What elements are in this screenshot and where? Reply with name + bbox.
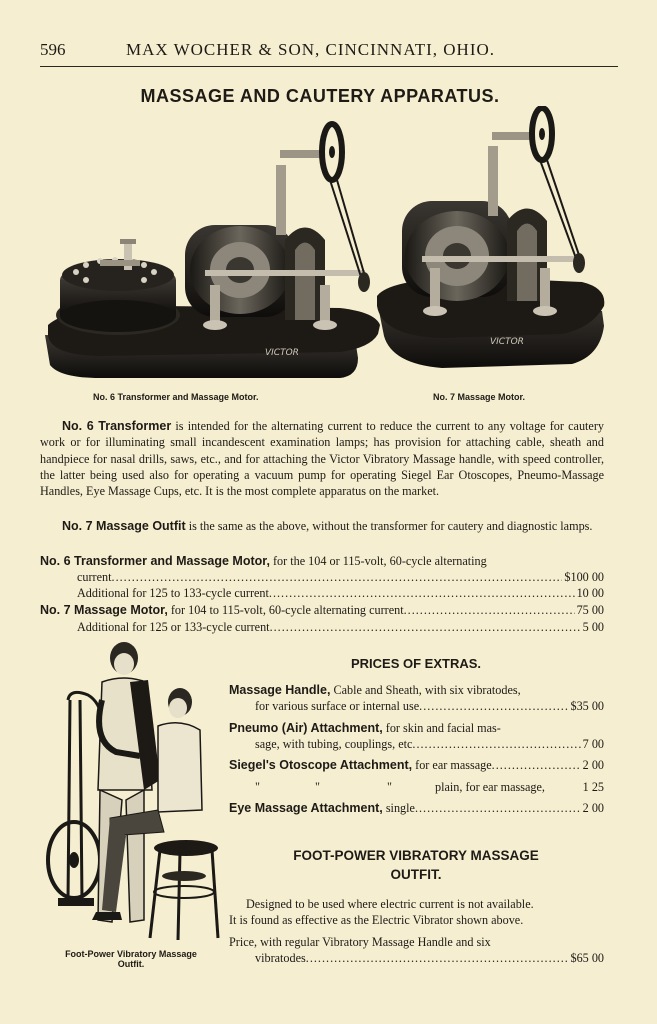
- no7-price-row: [40, 603, 604, 618]
- extras-pneumo-lead: Pneumo (Air) Attachment,: [229, 721, 383, 735]
- extras-handle-row: [255, 699, 604, 714]
- paragraph-no7-text: is the same as the above, without the transformer for cautery and diagnostic lamps.: [185, 519, 593, 533]
- extras-siegel-row: [229, 758, 604, 773]
- right-brand-label: VICTOR: [490, 337, 524, 347]
- extras-handle-price: $35 00: [570, 699, 604, 713]
- running-header: [40, 40, 618, 67]
- company-header: MAX WOCHER & SON, CINCINNATI, OHIO.: [126, 40, 496, 59]
- foot-power-massage-illustration: [40, 640, 220, 945]
- extras-eye-price: 2 00: [582, 801, 604, 815]
- extras-plain-price: 1 25: [582, 780, 604, 794]
- footpower-heading-line2: OUTFIT.: [390, 867, 442, 882]
- paragraph-no7-description: [40, 518, 604, 534]
- no6-additional-row: [77, 586, 604, 601]
- extras-heading: PRICES OF EXTRAS.: [350, 656, 482, 671]
- right-image-caption: No. 7 Massage Motor.: [433, 392, 526, 402]
- no6-price-row: [77, 570, 604, 585]
- no6-additional-amount: 10 00: [576, 586, 604, 600]
- no7-price-amount: 75 00: [576, 603, 604, 617]
- footpower-heading-line1: FOOT-POWER VIBRATORY MASSAGE: [293, 848, 539, 863]
- extras-eye-row: [229, 801, 604, 816]
- extras-pneumo-row: [255, 737, 604, 752]
- left-image-caption: No. 6 Transformer and Massage Motor.: [93, 392, 259, 402]
- extras-handle-cont: for various surface or internal use: [255, 699, 420, 713]
- footpower-caption-line2: Outfit.: [117, 959, 145, 969]
- no7-price-text: for 104 to 115-volt, 60-cycle alternating current: [167, 603, 404, 617]
- extras-plain-row: [229, 780, 604, 796]
- no6-price-lead: No. 6 Transformer and Massage Motor,: [40, 554, 270, 568]
- extras-pneumo-price: 7 00: [582, 737, 604, 751]
- no6-price-text: for the 104 or 115-volt, 60-cycle alternating: [269, 554, 487, 568]
- paragraph-no7-lead: No. 7 Massage Outfit: [62, 519, 186, 533]
- left-brand-label: VICTOR: [265, 348, 299, 358]
- extras-pneumo-cont: sage, with tubing, couplings, etc: [255, 737, 413, 751]
- footpower-price-row: [255, 951, 604, 966]
- footpower-desc-line2: It is found as effective as the Electric Vibrator shown above.: [229, 913, 524, 927]
- no6-price-heading: [40, 554, 487, 569]
- paragraph-no6-description: [40, 418, 604, 499]
- no6-transformer-motor-illustration: [40, 120, 385, 382]
- extras-handle-lead: Massage Handle,: [229, 683, 331, 697]
- footpower-price-cont: vibratodes: [255, 951, 306, 965]
- extras-pneumo-heading: [229, 721, 501, 736]
- footpower-desc-line1: Designed to be used where electric current is not available.: [246, 897, 534, 911]
- extras-siegel-text: for ear massage: [412, 758, 492, 772]
- extras-eye-text: single: [382, 801, 415, 815]
- extras-handle-heading: [229, 683, 521, 698]
- no7-price-lead: No. 7 Massage Motor,: [40, 603, 168, 617]
- extras-handle-text: Cable and Sheath, with six vibratodes,: [330, 683, 521, 697]
- no7-additional-label: Additional for 125 or 133-cycle current: [77, 620, 270, 634]
- extras-plain-text: plain, for ear massage,: [435, 780, 545, 794]
- ditto-mark-3: ": [387, 780, 392, 794]
- paragraph-no6-text: is intended for the alternating current to reduce the current to any voltage for cautery work or for illuminating small incandescent examination lamps; has provision for attaching cable, sheath and handpiece for nasal drills, saws, etc., and for attaching the Victor Vibratory Massage handle, with speed controller, the latter being used also for operating a vacuum pump for operating Siegel Ear Otoscopes, Pneumo-Massage Handles, Eye Massage Cups, etc. It is the most complete apparatus on the market.: [40, 419, 604, 499]
- extras-siegel-lead: Siegel's Otoscope Attachment,: [229, 758, 413, 772]
- footpower-heading: [228, 846, 604, 884]
- no6-price-cont: current: [77, 570, 112, 584]
- page-title: MASSAGE AND CAUTERY APPARATUS.: [140, 86, 500, 106]
- no7-additional-row: [77, 620, 604, 635]
- footpower-price-line: Price, with regular Vibratory Massage Handle and six: [229, 935, 491, 949]
- extras-eye-lead: Eye Massage Attachment,: [229, 801, 383, 815]
- no6-additional-label: Additional for 125 to 133-cycle current: [77, 586, 269, 600]
- extras-pneumo-text: for skin and facial mas-: [382, 721, 501, 735]
- paragraph-no6-lead: No. 6 Transformer: [62, 419, 172, 433]
- footpower-caption-line1: Foot-Power Vibratory Massage: [65, 949, 197, 959]
- ditto-mark-1: ": [255, 780, 260, 794]
- page-number: 596: [40, 40, 66, 59]
- no7-additional-amount: 5 00: [582, 620, 604, 634]
- ditto-mark-2: ": [315, 780, 320, 794]
- no6-price-amount: $100 00: [564, 570, 604, 584]
- footpower-caption: [46, 949, 216, 969]
- extras-siegel-price: 2 00: [582, 758, 604, 772]
- footpower-price-amount: $65 00: [570, 951, 604, 965]
- no7-massage-motor-illustration: [372, 106, 612, 368]
